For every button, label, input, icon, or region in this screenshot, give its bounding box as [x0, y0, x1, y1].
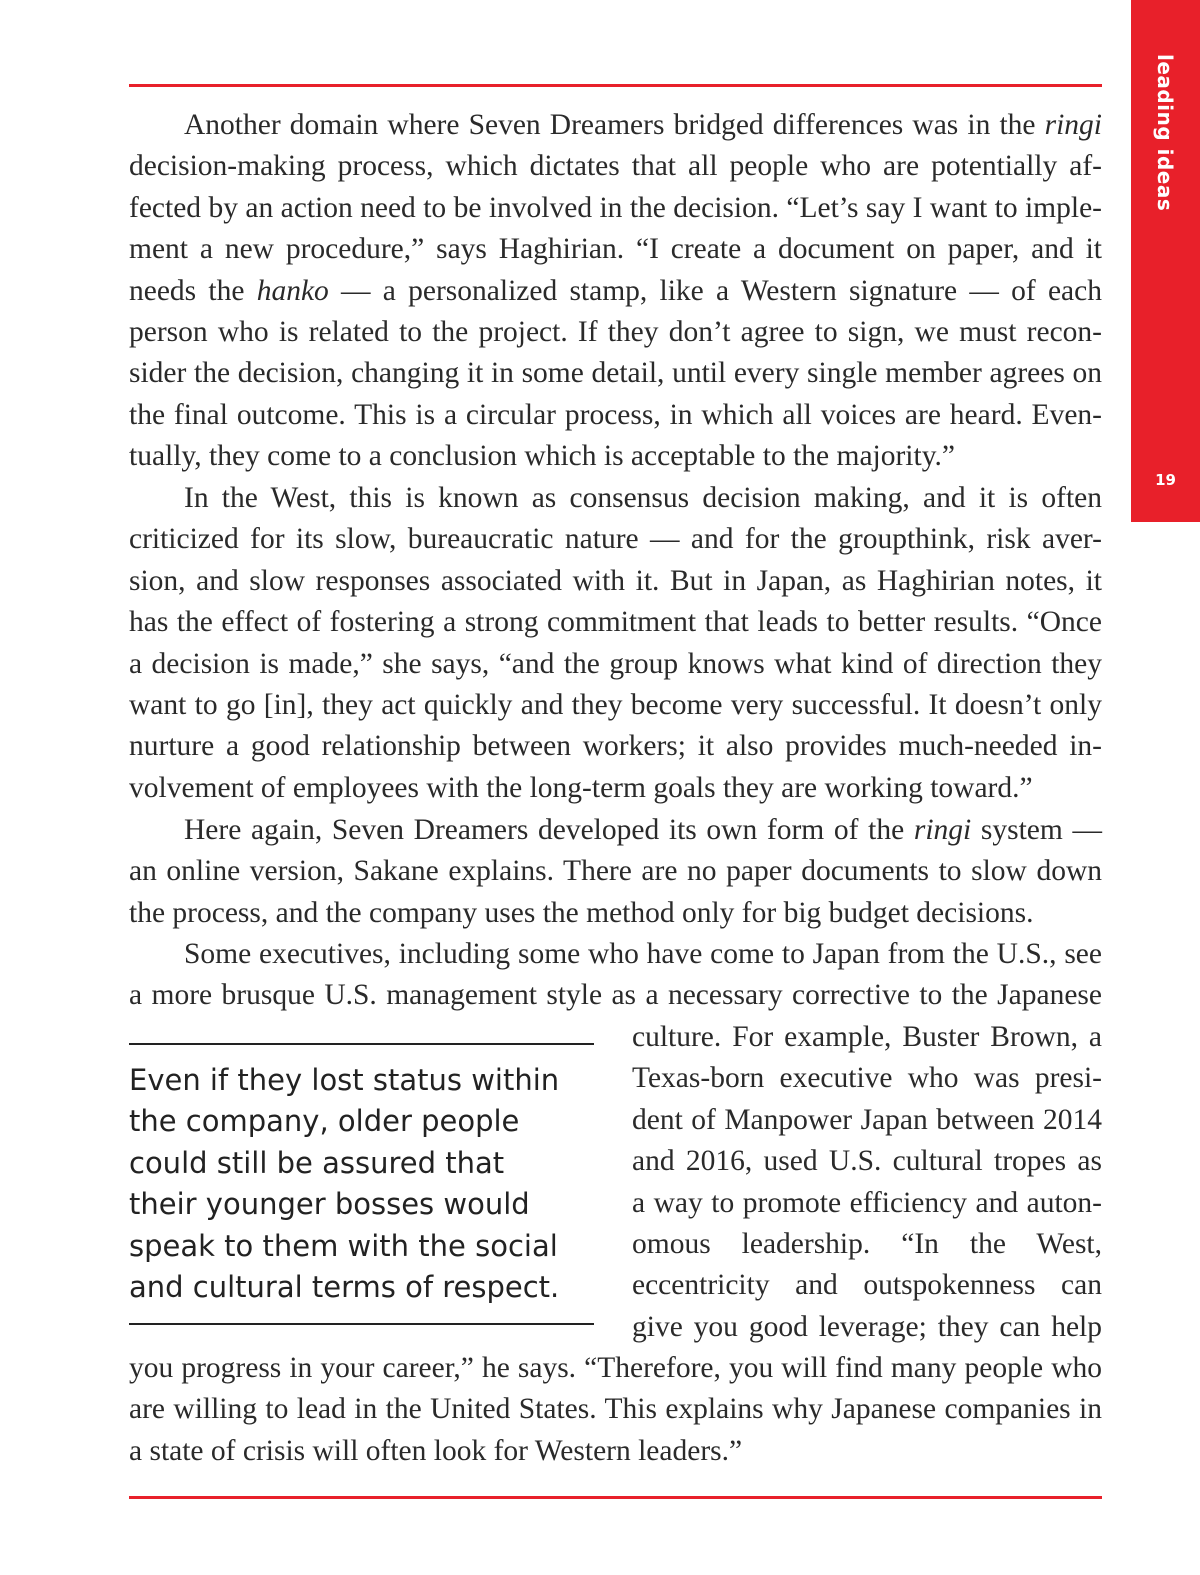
p4-line-2: a more brusque U.S. management style as a necessary corrective to the Japanese — [129, 979, 1102, 1012]
p3-run-2: system — an online version, Sakane explains. There are no paper documents to slow down the process, and the company uses the method only for big budget decisions. — [129, 814, 1102, 929]
p4-narrow-line-1: culture. For example, Buster Brown, a — [632, 1021, 1102, 1053]
pull-quote-bottom-rule — [129, 1323, 594, 1325]
top-rule — [129, 84, 1102, 87]
p1-run-3: — a personalized stamp, like a Western signature — of each person who is related to the project. If they don’t agree to sign, we must recon-sider the decision, changing it in some detail, until every single member agrees on the final outcome. This is a circular process, in which all voices are heard. Even-tually, they come to a conclusion which is acceptable to the majority.” — [129, 274, 1102, 473]
paragraph-4-head — [129, 934, 1102, 1017]
pull-quote-line-1: Even if they lost status within — [129, 1063, 560, 1097]
p4-line-1: Some executives, including some who have come to Japan from the U.S., see — [184, 938, 1102, 970]
p1-run-2: decision-making process, which dictates that all people who are potentially af-fected by an action need to be involved in the decision. “Let’s say I want to imple-ment a new procedure,” says Haghirian. “I create a document on paper, and it needs the — [129, 150, 1102, 307]
p4-narrow-line-4: and 2016, used U.S. cultural tropes as — [632, 1145, 1102, 1178]
pull-quote-top-rule — [129, 1043, 594, 1045]
paragraph-3 — [129, 810, 1102, 934]
pull-quote-line-5: speak to them with the social — [129, 1228, 558, 1263]
p4-tail-line-1: you progress in your career,” he says. “Therefore, you will find many people who — [129, 1352, 1102, 1384]
page-number: 19 — [1155, 471, 1176, 489]
paragraph-4-narrow-column — [632, 1017, 1102, 1348]
pull-quote-line-2: the company, older people — [129, 1104, 520, 1139]
p4-narrow-line-2: Texas-born executive who was presi- — [632, 1062, 1102, 1095]
p1-term-ringi: ringi — [1044, 109, 1102, 141]
paragraph-1-text — [129, 105, 1102, 478]
pull-quote — [129, 1060, 599, 1308]
p4-narrow-line-6: omous leadership. “In the West, — [632, 1228, 1102, 1261]
p3-run-1: Here again, Seven Dreamers developed its own form of the — [184, 814, 914, 846]
p4-tail-line-3: a state of crisis will often look for Western leaders.” — [129, 1434, 743, 1467]
p1-run-1: Another domain where Seven Dreamers bridged differences was in the — [184, 109, 1045, 141]
p4-narrow-line-3: dent of Manpower Japan between 2014 — [632, 1103, 1102, 1136]
p4-narrow-line-8: give you good leverage; they can help — [632, 1310, 1102, 1343]
pull-quote-line-6: and cultural terms of respect. — [129, 1270, 560, 1305]
p4-narrow-line-5: a way to promote efficiency and auton- — [632, 1186, 1102, 1219]
paragraph-4-tail — [129, 1348, 1102, 1472]
pull-quote-line-4: their younger bosses would — [129, 1187, 530, 1222]
pull-quote-line-3: could still be assured that — [129, 1145, 505, 1180]
p4-tail-line-2: are willing to lead in the United States. This explains why Japanese companies in — [129, 1393, 1102, 1426]
paragraph-2: In the West, this is known as consensus decision making, and it is often criticized for its slow, bureaucratic nature — and for the groupthink, risk aver-sion, and slow responses associated with it. But in Japan, as Haghirian notes, it has the effect of fostering a strong commitment that leads to better results. “Once a decision is made,” she says, “and the group knows what kind of direction they want to go [in], they act quickly and they become very successful. It doesn’t only nurture a good relationship between workers; it also provides much-needed in-volvement of employees with the long-term goals they are working toward.” — [129, 482, 1102, 804]
section-label: leading ideas — [1153, 54, 1177, 212]
p3-term-ringi: ringi — [913, 814, 972, 846]
p1-term-hanko: hanko — [256, 274, 329, 307]
p4-narrow-line-7: eccentricity and outspokenness can — [632, 1269, 1102, 1302]
bottom-rule — [129, 1496, 1102, 1499]
